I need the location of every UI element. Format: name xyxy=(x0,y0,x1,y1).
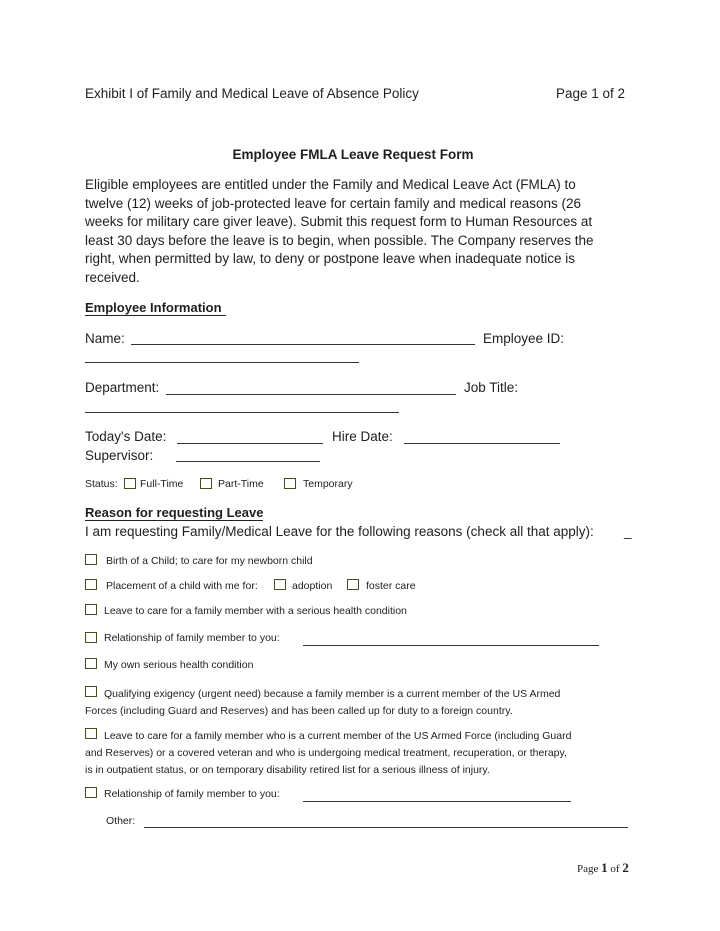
job-title-field[interactable] xyxy=(85,412,399,413)
department-field[interactable] xyxy=(166,394,456,395)
armed-forces-line: and Reserves) or a covered veteran and who is undergoing medical treatment, recuperation, or therapy, xyxy=(85,747,567,759)
header-page-number: Page 1 of 2 xyxy=(556,86,626,101)
armed-forces-care-label xyxy=(85,728,571,779)
birth-of-child-checkbox[interactable] xyxy=(85,554,97,565)
exigency-line: Qualifying exigency (urgent need) because a family member is a current member of the US Armed xyxy=(104,688,561,700)
footer-page-num: 1 xyxy=(601,860,608,875)
hire-date-label: Hire Date: xyxy=(332,429,393,444)
status-part-time-label: Part-Time xyxy=(218,478,264,490)
relationship-field-2[interactable] xyxy=(303,801,571,802)
status-temporary-checkbox[interactable] xyxy=(284,478,296,489)
armed-forces-line: is in outpatient status, or on temporary disability retired list for a serious illness of injury. xyxy=(85,764,490,776)
exigency-line: Forces (including Guard and Reserves) and has been called up for duty to a foreign country. xyxy=(85,705,513,717)
intro-line: least 30 days before the leave is to begin, when possible. The Company reserves the xyxy=(85,232,594,248)
foster-care-label: foster care xyxy=(366,580,416,592)
status-label: Status: xyxy=(85,478,118,490)
status-full-time-checkbox[interactable] xyxy=(124,478,136,489)
relationship-label-2: Relationship of family member to you: xyxy=(104,788,280,800)
other-field[interactable] xyxy=(144,827,628,828)
form-title: Employee FMLA Leave Request Form xyxy=(232,147,474,162)
hire-date-field[interactable] xyxy=(404,443,560,444)
footer-page-word: Page xyxy=(577,863,599,875)
qualifying-exigency-label xyxy=(85,686,560,720)
own-health-condition-label: My own serious health condition xyxy=(104,659,254,671)
reason-intro-trailing-mark: _ xyxy=(624,524,632,539)
supervisor-label: Supervisor: xyxy=(85,448,154,463)
other-label: Other: xyxy=(106,815,136,827)
relationship-checkbox-2[interactable] xyxy=(85,787,97,798)
intro-line: right, when permitted by law, to deny or postpone leave when inadequate notice is xyxy=(85,251,576,266)
intro-line: weeks for military care giver leave). Submit this request form to Human Resources at xyxy=(85,214,593,229)
reason-heading: Reason for requesting Leave xyxy=(85,505,264,520)
job-title-label: Job Title: xyxy=(464,380,519,395)
placement-of-child-label: Placement of a child with me for: xyxy=(106,580,258,592)
status-temporary-label: Temporary xyxy=(303,478,353,490)
relationship-field-1[interactable] xyxy=(303,645,599,646)
adoption-label: adoption xyxy=(292,580,333,592)
reason-intro: I am requesting Family/Medical Leave for the following reasons (check all that apply): xyxy=(85,524,594,539)
supervisor-field[interactable] xyxy=(176,461,320,462)
relationship-checkbox-1[interactable] xyxy=(85,632,97,643)
relationship-label-1: Relationship of family member to you: xyxy=(104,632,280,644)
todays-date-label: Today's Date: xyxy=(85,429,167,444)
footer-page-total: 2 xyxy=(622,860,629,875)
employee-id-field[interactable] xyxy=(85,362,359,363)
own-health-condition-checkbox[interactable] xyxy=(85,658,97,669)
footer-of-word: of xyxy=(610,863,620,875)
todays-date-field[interactable] xyxy=(177,443,323,444)
intro-paragraph xyxy=(85,176,645,287)
intro-line: received. xyxy=(85,269,140,285)
placement-of-child-checkbox[interactable] xyxy=(85,579,97,590)
foster-care-checkbox[interactable] xyxy=(347,579,359,590)
employee-id-label: Employee ID: xyxy=(483,331,565,346)
adoption-checkbox[interactable] xyxy=(274,579,286,590)
status-full-time-label: Full-Time xyxy=(140,478,184,490)
intro-line: twelve (12) weeks of job-protected leave for certain family and medical reasons (26 xyxy=(85,195,581,211)
name-label: Name: xyxy=(85,331,125,346)
intro-line: Eligible employees are entitled under the Family and Medical Leave Act (FMLA) to xyxy=(85,177,576,192)
document-header-title: Exhibit I of Family and Medical Leave of Absence Policy xyxy=(85,86,419,101)
status-part-time-checkbox[interactable] xyxy=(200,478,212,489)
birth-of-child-label: Birth of a Child; to care for my newborn child xyxy=(106,555,313,567)
employee-info-heading: Employee Information xyxy=(85,300,226,316)
family-member-health-checkbox[interactable] xyxy=(85,604,97,615)
family-member-health-label: Leave to care for a family member with a serious health condition xyxy=(104,605,407,617)
department-label: Department: xyxy=(85,380,160,395)
footer-page-indicator xyxy=(577,860,629,876)
name-field[interactable] xyxy=(131,344,475,345)
armed-forces-line: Leave to care for a family member who is a current member of the US Armed Force (including Guard xyxy=(104,730,572,742)
